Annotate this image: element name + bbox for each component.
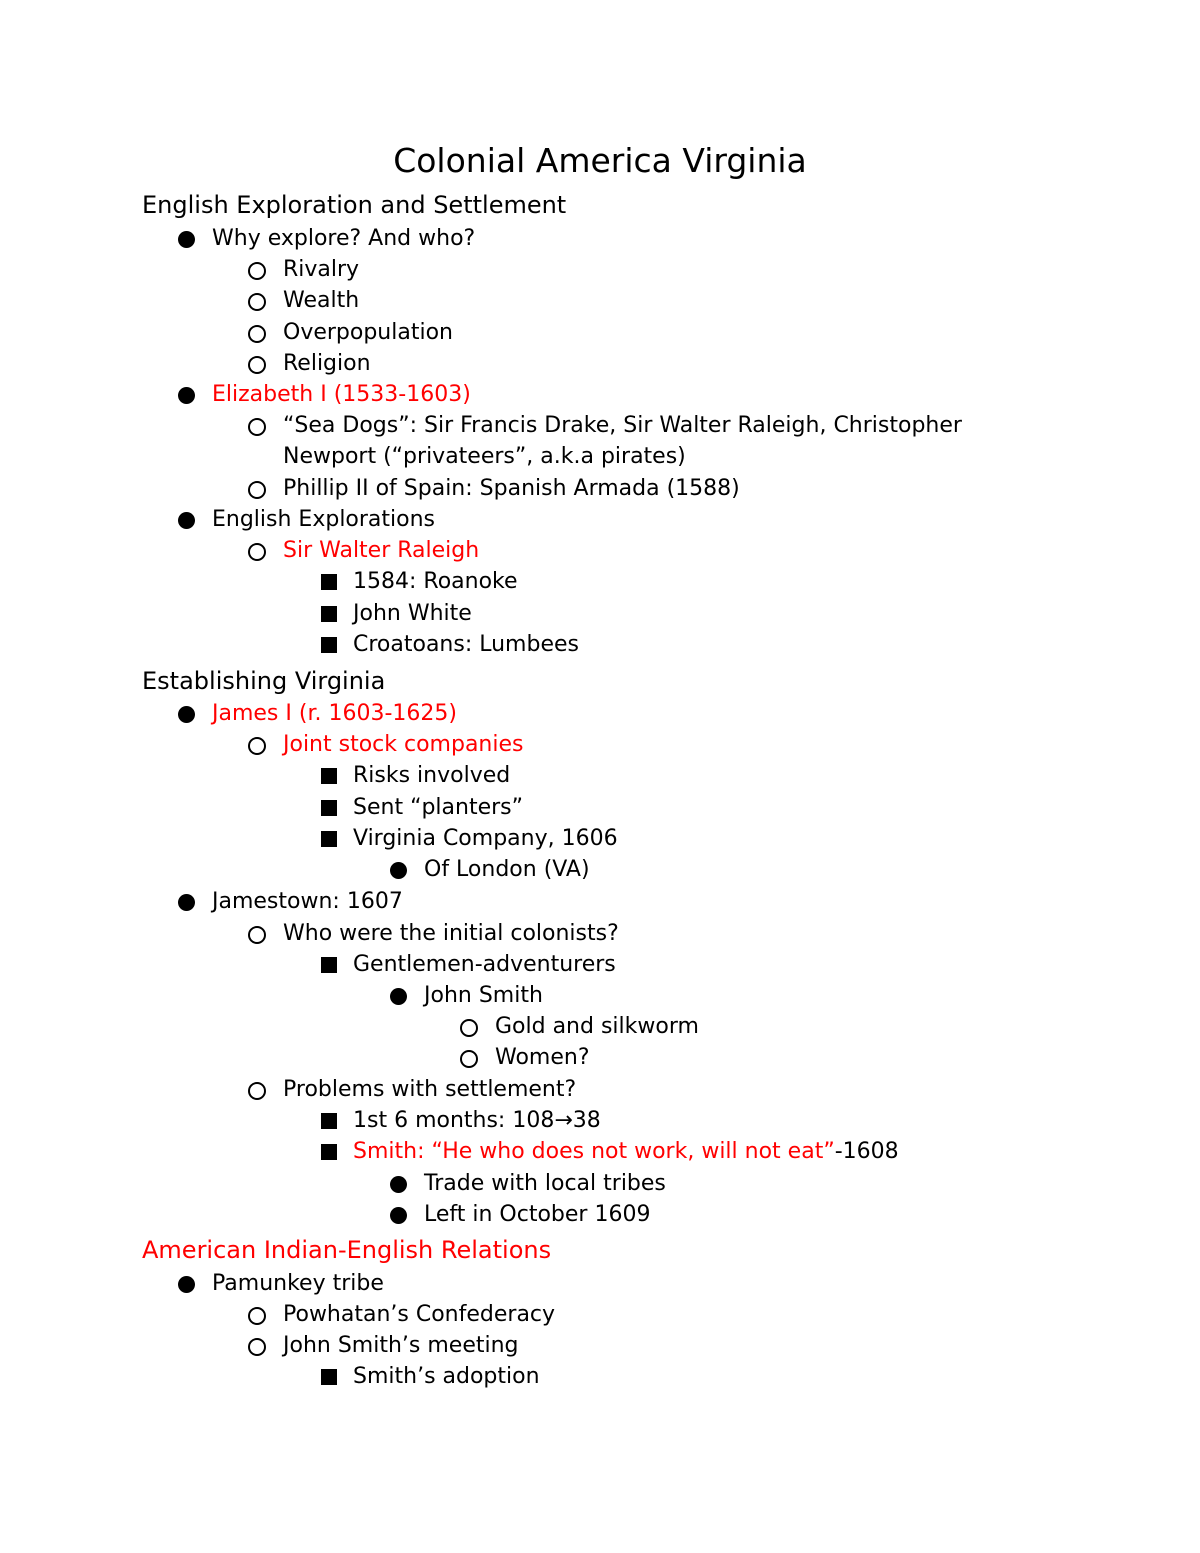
item-text: Women? [495,1045,590,1070]
outline-item [353,760,510,791]
hollow-bullet-icon [460,1050,478,1068]
outline-item [283,1074,576,1105]
outline-item [283,410,962,441]
outline-item [424,1199,650,1230]
item-text: Newport (“privateers”, a.k.a pirates) [283,444,686,469]
hollow-bullet-icon [248,926,266,944]
outline-item [212,223,475,254]
page-title: Colonial America Virginia [393,141,807,180]
outline-item [283,918,619,949]
item-text: Pamunkey tribe [212,1271,384,1296]
hollow-bullet-icon [248,262,266,280]
outline-item [212,1268,384,1299]
hollow-bullet-icon [460,1019,478,1037]
outline-item [212,698,457,729]
square-bullet-icon [321,1113,337,1129]
item-text: Rivalry [283,257,360,282]
item-text: Why explore? And who? [212,226,476,251]
hollow-bullet-icon [248,418,266,436]
outline-item-continuation [283,441,686,472]
outline-item [283,729,524,760]
outline-item [495,1011,699,1042]
item-text: Elizabeth I (1533-1603) [212,382,471,407]
outline-item [353,1136,899,1167]
item-text: Left in October 1609 [424,1202,651,1227]
item-text: Overpopulation [283,320,453,345]
item-text: John Smith [424,983,543,1008]
outline-item [283,285,359,316]
square-bullet-icon [321,957,337,973]
hollow-bullet-icon [248,1307,266,1325]
hollow-bullet-icon [248,1082,266,1100]
square-bullet-icon [321,800,337,816]
item-text: Sir Walter Raleigh [283,538,480,563]
outline-item [353,1361,540,1392]
square-bullet-icon [321,606,337,622]
outline-item [283,535,479,566]
item-text: Phillip II of Spain: Spanish Armada (1588) [283,476,740,501]
outline-item [353,566,518,597]
item-text: English Explorations [212,507,436,532]
outline-item [283,1330,519,1361]
hollow-bullet-icon [248,293,266,311]
item-text: Problems with settlement? [283,1077,577,1102]
filled-bullet-icon [390,988,407,1005]
outline-item [495,1042,590,1073]
square-bullet-icon [321,831,337,847]
item-text: Wealth [283,288,360,313]
outline-item [212,504,435,535]
outline-item [283,473,740,504]
item-text: 1st 6 months: 108→38 [353,1108,601,1133]
filled-bullet-icon [178,706,195,723]
outline-item [212,886,403,917]
outline-item [212,379,471,410]
item-text: Gentlemen-adventurers [353,952,616,977]
hollow-bullet-icon [248,356,266,374]
outline-item [424,980,543,1011]
outline-item [283,1299,555,1330]
outline-item [353,1105,601,1136]
outline-item [283,317,453,348]
section-heading: American Indian-English Relations [142,1236,552,1264]
square-bullet-icon [321,768,337,784]
item-text-suffix: -1608 [834,1139,899,1164]
item-text: Who were the initial colonists? [283,921,619,946]
hollow-bullet-icon [248,1338,266,1356]
outline-item [353,823,618,854]
hollow-bullet-icon [248,737,266,755]
outline-item [424,854,590,885]
item-text: Jamestown: 1607 [212,889,403,914]
square-bullet-icon [321,1144,337,1160]
filled-bullet-icon [178,894,195,911]
hollow-bullet-icon [248,543,266,561]
outline-item [283,348,371,379]
square-bullet-icon [321,574,337,590]
item-text: Gold and silkworm [495,1014,699,1039]
hollow-bullet-icon [248,325,266,343]
square-bullet-icon [321,1369,337,1385]
item-text: John White [353,601,472,626]
outline-item [353,629,579,660]
outline-item [353,598,472,629]
filled-bullet-icon [390,1207,407,1224]
item-text: Croatoans: Lumbees [353,632,579,657]
outline-item [283,254,359,285]
item-text: Smith’s adoption [353,1364,540,1389]
section-heading: Establishing Virginia [142,667,386,695]
item-text: Powhatan’s Confederacy [283,1302,556,1327]
item-text: Trade with local tribes [424,1171,666,1196]
filled-bullet-icon [178,387,195,404]
filled-bullet-icon [390,1176,407,1193]
square-bullet-icon [321,637,337,653]
item-text: 1584: Roanoke [353,569,518,594]
filled-bullet-icon [178,1276,195,1293]
outline-item [424,1168,666,1199]
filled-bullet-icon [178,231,195,248]
filled-bullet-icon [178,512,195,529]
hollow-bullet-icon [248,481,266,499]
filled-bullet-icon [390,862,407,879]
item-text: Smith: “He who does not work, will not eat” [353,1139,835,1164]
item-text: Of London (VA) [424,857,590,882]
item-text: “Sea Dogs”: Sir Francis Drake, Sir Walter Raleigh, Christopher [283,413,962,438]
item-text: Religion [283,351,371,376]
item-text: John Smith’s meeting [283,1333,519,1358]
outline-item [353,792,523,823]
item-text: Joint stock companies [283,732,524,757]
item-text: Risks involved [353,763,511,788]
item-text: James I (r. 1603-1625) [212,701,457,726]
section-heading: English Exploration and Settlement [142,191,567,219]
outline-item [353,949,616,980]
item-text: Virginia Company, 1606 [353,826,618,851]
item-text: Sent “planters” [353,795,524,820]
